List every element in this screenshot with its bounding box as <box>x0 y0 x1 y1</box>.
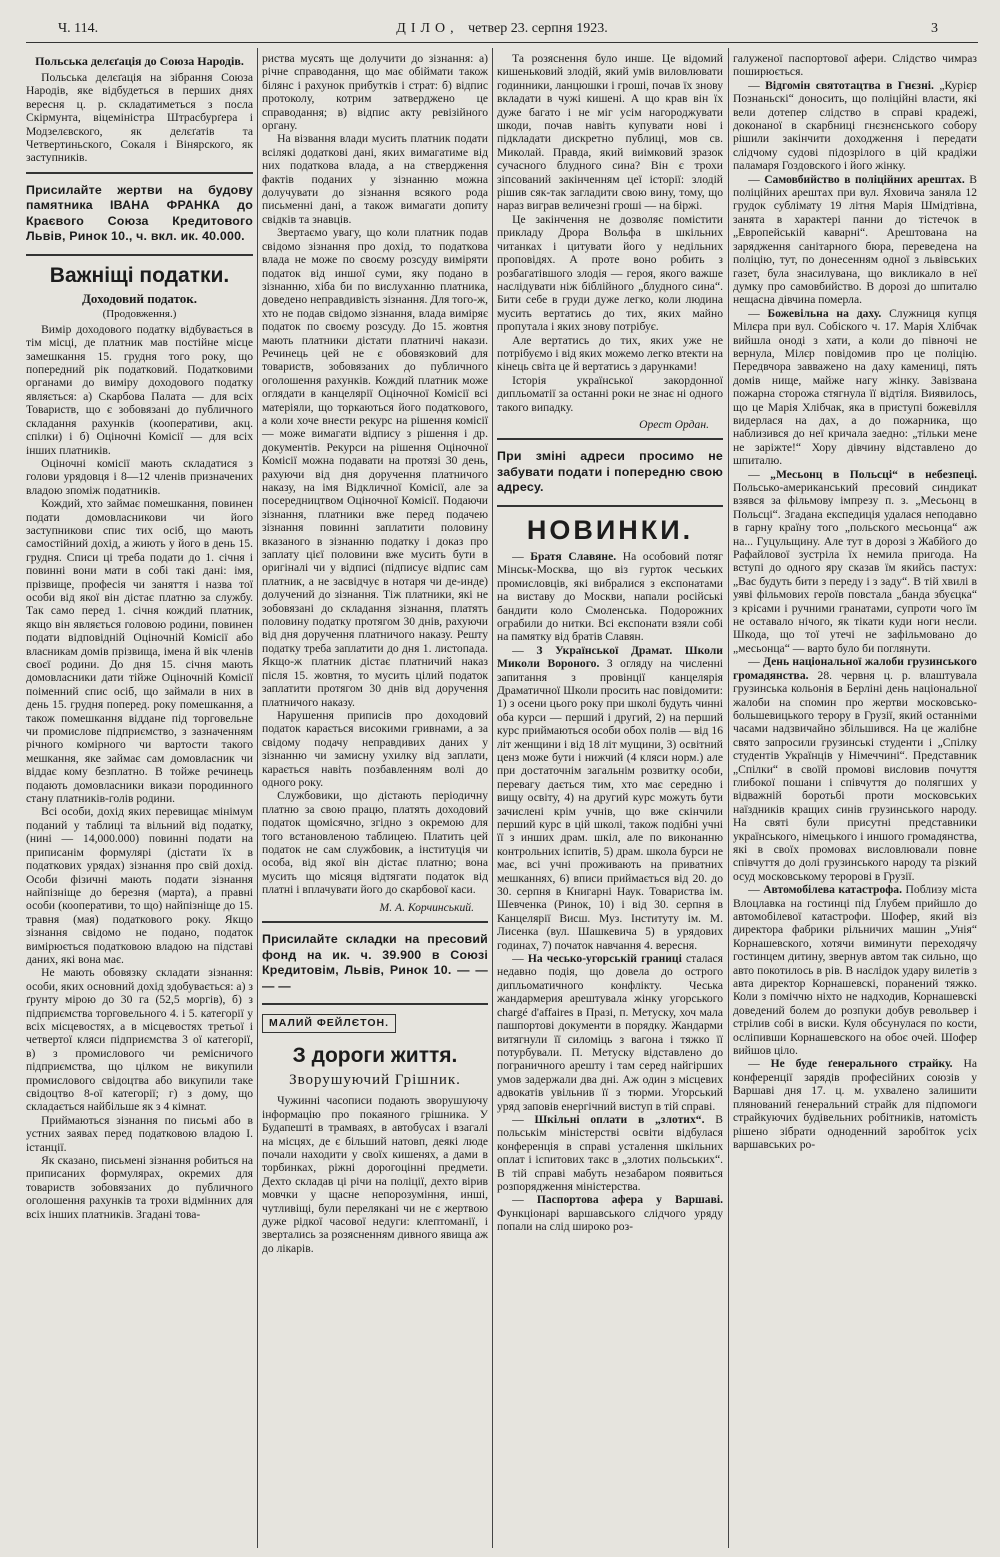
news-item <box>497 550 723 644</box>
news-dash: — <box>748 655 760 669</box>
article-paragraph: Як сказано, письмені зізнання робиться на приписаних формулярах, окремих для товариств зобовязаних до публичного оголошення рахунків та трохи відмінних для всіх інших платників. Згадані това- <box>26 1154 253 1221</box>
news-item <box>497 1113 723 1193</box>
news-item-text: В польськім міністерстві освіти відбулася конференція в справі усталення шкільних оплат і іспитових такс в „злотих польських“. В тій справі мабуть незабаром появиться розпорядження міністерства. <box>497 1112 723 1193</box>
news-item-text: В поліційних арештах при вул. Яховича заняла 12 грудок сублімату 19 літня Марія Шмідтівна, занята в характері панни до тістечок в „Европейській каварні“. Арештована на зарядження санітарного бюра, переведена на поліцію, тут, по донесенням одної з львівських газет, була знасилувана, що викликало в неї думку про самовбийство. В дорозі до шпиталю нещасна дівчина померла. <box>733 172 978 307</box>
article-paragraph: Приймаються зізнання по письмі або в устних заявах перед податковою владою І. істанції. <box>26 1113 253 1154</box>
news-item <box>497 1193 723 1233</box>
divider <box>497 438 723 440</box>
article-paragraph: Польська делєґація на зібрання Союза Народів, яке відбудеться в перших днях вересня ц. р. складатиметься з посла Скірмунта, віцеміністра Штрасбурґера і Модзелєвского, як делєґатів та Четвертиньского, Сокаля і Вінярского, як заступників. <box>26 71 253 165</box>
news-item-title: Автомобілева катастрофа. <box>763 883 903 897</box>
divider <box>26 254 253 256</box>
news-item-title: Відгомін святотацтва в Гнєзні. <box>765 78 934 92</box>
news-item-text: Польсько-американський пресовий синдикат взявся за фільмову імпрезу п. з. „Месьонц в Польсці“. Згадана експедиція удалася неподавно в гарну країну того „польского месьонца“ аж на... Гуцульщину. Але тут в дорозі з Жабйого до Рафайлової зустріла їх немила пригода. На вступі до одного яру сказав їм якийсь пастух: „Вас будуть бити з переду і з заду“. В тій хвилі в уяві фільмових героїв повстала „банда збуєцка“ з крісами і ручними гранатами, супроти чого їм не оставало нічого, як тікати куди ноги несли. Шкода, що тої утечі не зафільмовано до „месьонца“ — варто було би поглянути. <box>733 481 977 655</box>
issue-number: Ч. 114. <box>58 21 99 36</box>
news-item-text: На особовий потяг Мінськ-Москва, що віз гурток чеських промисловців, які вибралися з експонатами на виставу до Москви, напали російські бандити коло Смоленська. Подорожних ограбили до нитки. Всі експонати взяли собі на памятку від братів Славян. <box>497 549 723 644</box>
article-signature: М. А. Корчинський. <box>379 900 474 914</box>
article-title: Важніщі податки. <box>49 263 230 287</box>
page-number: 3 <box>931 21 938 36</box>
feuilleton-rubric: МАЛИЙ ФЕЙЛЄТОН. <box>262 1014 396 1033</box>
news-item-title: Божевільна на даху. <box>767 306 882 320</box>
notice-address-change: При зміні адреси просимо не забувати подати і попередню свою адресу. <box>497 449 723 495</box>
news-item-continuation: галуженої паспортової афери. Слідство чимраз поширюється. <box>733 52 977 79</box>
article-paragraph: Службовики, що дістають періодичну платню за свою працю, платять доходовий податок щомісячно, згідно з окремою для того встановленою таблицею. Платить цей податок не сам службовик, а інституція чи особа, від якої він дістає платню; вона мусить що місяця відтягати податок від платні і вплачувати його до скарбової каси. <box>262 789 488 897</box>
news-item-title: На чесько-угорській границі <box>527 952 682 966</box>
news-dash: — <box>512 1193 524 1207</box>
news-dash: — <box>748 467 760 481</box>
column-2 <box>262 52 488 1547</box>
news-item-text: Поблизу міста Влоцлавка на гостинці під Ґлубем прийшло до автомобілевої катастрофи. Шофер, який віз директора фабрики рільничих машин „Унія“ Корнашевского, хотячи виминути переходячу гостинцем дитину, звернув автом так сильно, що авто покотилось в рів. В наслідок удару вилетів з авта директор Корнашевскі, поранений тяжко. Коли з поміччю ніхто не надходив, Корнашевскі доведений болем до розпуки добув револьвер і стрілив собі в виски. Куля обсунулася по кости, осліпивши Корнашевского на обоє очей. Шофер вийшов ціло. <box>733 883 977 1058</box>
article-paragraph: Звертаємо увагу, що коли платник подав свідомо зізнання про дохід, то податкова влада не може по своєму розсуду виміряти податок від иншої суми, яку подано в зізнанню, хіба би по вислуханню платника, доведено неправдивість зізнання. Для того-ж, хто не подав свідомо зізнання, влада виміряє податок по своєму розсуду. До 15. жовтня мають платники дістати платничі накази. Речинець цей не є обовязковий для товариств, зобовязаних до публичного оголошення рахунків. Кождий платник може оглядати в канцелярії Оціночної Комісії всі матеріяли, що торкаються його податкового, а коли хоче внести рекурс на рішення комісії — може вимагати відпису з рішення і др. документів. Рекурси на рішення Оціночної Комісії можна подавати на протязі 30 день, рахуючи від дня доручення платничого наказу, на імя Відкличної Комісії, але за посередництвом Оціночної Комісії. Подаючи зізнання, платники вже перед подачею зізнання повинні заплатити половину вказаного в зізнанню податку і доказ про заплату цієї половини вже мусить бути в оригіналі чи у відписі (підписує відпис сам платник, а не засвідчує в нотаря чи де-инде) долучений до зізнання. Тіж платники, які не зобовязані до складання зізнання, платять половину податку протягом 30 днів, рахуючи від дня доручення платничого наказу. Решту податку треба заплатити до дня 1. листопада. Якщо-ж платник дістає платничий наказ після 15. жовтня, то мусить цілий податок заплатити протягом 30 днів від доручення платничого наказу. <box>262 226 488 709</box>
column-divider <box>728 48 729 1548</box>
column-divider <box>492 48 493 1548</box>
news-dash: — <box>512 643 524 657</box>
divider <box>26 172 253 174</box>
news-item-title: Не буде ґенерального страйку. <box>770 1057 953 1071</box>
news-dash: — <box>748 883 760 897</box>
news-item-text: Функціонарі варшавського слідчого уряду попали на слід широко роз- <box>497 1206 723 1234</box>
news-item <box>733 655 977 883</box>
news-item <box>733 1057 977 1151</box>
news-item-title: „Месьонц в Польсці“ в небезпеці. <box>770 467 977 481</box>
news-dash: — <box>748 172 760 186</box>
news-item <box>733 883 977 1057</box>
news-item-text: 28. червня ц. р. влаштувала грузинська кольонія в Берліні день національної жалоби на спомин про жертви московсько-большевицького терору в Грузії, який останніми часами надзвичайно збільшився. На це жалібне свято запросили грузинські студенти і „Спілку студентів Українців у Німеччині“. Представник „Спілки“ в своїй промові висловив почуття глибокої пошани і співчуття до полягших у відважній боротьбі проти московських наїздників кращих синів грузинського народу. На святі були присутні представники українського, німецького і иншого громадянства, які в своїх промовах висловлювали повне співчуття до долі грузинського народу та різкий осуд московському теророві в Грузії. <box>733 668 977 883</box>
news-item-text: сталася недавно подія, що довела до острого дипльоматичного конфлікту. Чеська жандармерия арештувала жінку угорського chargé d'affaires в Празі, п. Метуску, хоч мала пашпортові документи в порядку. Жандарми витягнули її силоміць з вагона і тяжко її потурбували. П. Метуску відставлено до пограничного арешту і там серед найгірших умов задержали два дні. Аж один з місцевих адвокатів увільнив її з тюрми. Угорський уряд заповів енергічний виступ в тій справі. <box>497 952 723 1113</box>
feuilleton-paragraph: Чужинні часописи подають зворушуючу інформацію про покаяного грішника. У Будапешті в трамваях, в автобусах і взагалі на місцях, де є більший натовп, деякі люде почали находити у своїх кишенях, а дами в торбинках, ріжні дорогоцінні предмети. Дехто складав ці річи на поліції, дехто вірив мовчки у щасне непорозуміння, инші, чутливіщі, були перелякані чи не є жертвою дуже рідкої часової недуги: клептоманії, і звертались за розясненням дивного явища аж до лікарів. <box>262 1094 488 1255</box>
news-item <box>733 307 977 468</box>
feuilleton-signature: Орест Ордан. <box>639 417 709 431</box>
news-item <box>497 644 723 952</box>
news-section-title: НОВИНКИ. <box>526 514 694 545</box>
divider <box>262 1003 488 1005</box>
feuilleton-title: З дороги життя. <box>292 1044 458 1068</box>
article-paragraph: Кождий, хто займає помешкання, повинен подати домовласникови чи його заступникови спис тих осіб, що мають самостійний дохід, а жиють у його в день 15. грудня. Списи ці треба подати до 1. січня і повинні вони мати в собі такі дані: імя, прізвище, професія чи заняття і назва тої особи від якої він дістає платню за службу. Так само перед 1. січня кождий платник, якщо він являється головою родини, повинен подати відповідній Оціночній Комісії або власникам домів прізвища, імена й вік членів своєї родини. До дня 15. січня мають домовласники дати тійже Оціночній Комісії поіменний спис осіб, що займали в них в день 15. грудня поперед. року помешкання, а також помешкання віддане під торговельне чи промислове підприємство, з зазначенням річного комірного чи вартости такого мешкання, яке займає сам домовласник чи віддає кому безплатно. В тойже речинець подають домовласники викази породинного стану платників-голів родини. <box>26 497 253 806</box>
feuilleton-subtitle: Зворушуючий Грішник. <box>289 1072 461 1089</box>
article-paragraph: Нарушення приписів про доходовий податок карається високими гривнами, а за свідому подачу неправдивих даних у зізнанню чи замисну ухилку від заплати, карається навіть позбавленням волі до одного року. <box>262 708 488 789</box>
news-item <box>497 952 723 1113</box>
news-item-text: На конференції зарядів професійних союзів у Варшаві дня 17. ц. м. ухвалено залишити плянований ґенеральний страйк для підпомоги страйкуючих будівельних робітників, натомість рішено зібрати одноденний заробіток усіх варшавських ро- <box>733 1057 977 1151</box>
masthead-line <box>26 21 978 37</box>
article-paragraph: риства мусять ще долучити до зізнання: а) річне справодання, що має обіймати також білянс і рахунок прибутків і страт: б) відпис протоколу, котрим затверджено це справодання; в) відпис акту ревізійного органу. <box>262 52 488 133</box>
feuilleton-paragraph: Та розяснення було инше. Це відомий кишеньковий злодій, який умів виловлювати годинники, ланцюшки і гроші, почав їх знову вкладати в чужі кишені. А що крав він їх дуже багато і не міг усім нагороджувати шкоди, почав навіть купувати нові і підкладати дискретно публиці, мов св. Миколай. Правда, який виімковий зразок сучасного блудного сина? Він є трохи зіпсований закінченням цеї історії: злодій рішив сяк-так загладити свою вину, тому, що нараз виграв величезні гроші — на біржі. <box>497 52 723 213</box>
newspaper-name: ДІЛО, <box>396 21 459 36</box>
news-dash: — <box>512 952 524 966</box>
news-dash: — <box>748 1057 760 1071</box>
article-title: Польська делєґація до Союза Народів. <box>35 54 244 68</box>
news-item <box>733 79 977 173</box>
news-item-title: З Української Драмат. Школи Миколи Вороного. <box>497 643 723 671</box>
article-subtitle: Доходовий податок. <box>81 290 198 306</box>
news-dash: — <box>748 306 760 320</box>
news-item-text: Служниця купця Мілєра при вул. Собіского ч. 17. Марія Хлібчак вийшла оноді з хати, а коли до півночі не вернула, Мілєр повідомив про це поліцію. Передвчора завважено на даху камениці, пять домів нище, майже нагу жінку. Завізвана пожарна сторожа стягнула її відтіля. Виявилось, що це Марія Хлібчак, яка в приступі божевілля видерлася на дах, а до пожарника, що наблизився до неї кричала заедно: „тільки мене не заріжте!“ Хору дівчину відставлено до шпиталю. <box>733 306 977 468</box>
news-item-title: Братя Славяне. <box>530 549 617 563</box>
notice-press-fund: Присилайте складки на пресовий фонд на ик. ч. 39.900 в Союзі Кредитовім, Львів, Ринок 10. — — — — <box>262 932 488 993</box>
feuilleton-paragraph: Але вертатись до тих, яких уже не потрібуємо і від яких можемо легко втекти на кінець світа це й вертатись з дарунками! <box>497 333 723 374</box>
news-item-title: Шкільні оплати в „злотих“. <box>534 1112 705 1126</box>
news-dash: — <box>748 78 760 92</box>
news-item <box>733 173 977 307</box>
news-dash: — <box>512 1112 524 1126</box>
feuilleton-paragraph: Історія української закордонної дипльоматії за останні роки не знає ні одного такого випадку. <box>497 373 723 414</box>
news-item-text: З огляду на численні запитання з провінції канцелярія Драматичної Школи просить нас повідомити: 1) з осени цього року при школі будуть чинні оба курси — перший і другий, 2) на перший курс приймаються особи обох полів — від 16 літ женщини і від 18 літ мущини, 3) освітний ценз може бути і нижчий (4 кляси норм.) але при достаточнім загальнім розвитку особи, перевагу дається тим, хто має середню і вищу освіту, 4) на другий курс можуть бути зачислені крім учнів, що вже скінчили перший курс в цій школі, також подібні учні її з инших драм. шкіл, але по виконанню контрольних іспитів, 5) драм. школа бурси не має, всі учні проживають на приватних мешканнях, 6) вписи приймається від 20. до 30. серпня в Книгарні Наук. Товариства ім. Шевченка (Ринок, 10) і від 30. серпня в Канцелярії Висш. Муз. Інституту ім. М. Лисенка (вул. Шашкевича 5) в урядових годинах, 7) початок навчання 4. вересня. <box>497 657 723 952</box>
column-1 <box>26 52 253 1547</box>
news-item-title: Паспортова афера у Варшаві. <box>536 1193 723 1207</box>
news-dash: — <box>512 549 524 563</box>
news-item-title: День національної жалоби грузинського громадянства. <box>733 655 977 682</box>
news-item-text: „Курієр Познаньскі“ доносить, що поліційні власти, які вели дотепер слідство в справі крадежі, доконаної в скарбниці гнєзнєнського собору рішили закінчити доходження і передати слідчому судові підозрілого в цій крадіжи паламаря Гоздовского і його жінку. <box>733 78 977 173</box>
news-item-title: Самовбийство в поліційних арештах. <box>764 172 965 186</box>
issue-date: четвер 23. серпня 1923. <box>468 21 608 36</box>
article-paragraph: Всі особи, дохід яких перевищає мінімум поданий у таблиці та вільний від податку, (нині — 14,000.000) повинні подати на приписанім формулярі (дістати їх в податкових урядах) зізнання про свій дохід. Особи фізичні мають подати зізнання найпізніще до березня (марта), а правні особи (кооперативи, то що) найпізніще до 15. травня (мая) податкового року. Якщо зізнання свідомо не подано, податок вимірюється податковою владою на підставі даних, які вона має. <box>26 805 253 966</box>
divider <box>262 921 488 923</box>
feuilleton-paragraph: Це закінчення не дозволяє помістити прикладу Дрора Вольфа в шкільних читанках і цитувати його у недільних проповідях. А проте воно робить з розбагатівшого злодія — героя, якого важше наслідувати ніж біблійного „блудного сина“. Бити себе в груди дуже легко, коли людина мусить вертатись до тих, яких майно пропутала і яких знову потрібує. <box>497 212 723 334</box>
article-paragraph: На візвання влади мусить платник подати всілякі додаткові дані, яких вимагатиме від них податкова влада, а на ствердження фактів поданих у зізнанню можна долучувати до зізнання всякого рода письменні дані, а також вимагати допиту свідків та знавців. <box>262 132 488 226</box>
notice-franko-monument: Присилайте жертви на будову памятника ІВАНА ФРАНКА до Краєвого Союза Кредитового Львів, Ринок 10., ч. вкл. ик. 40.000. <box>26 182 253 244</box>
divider <box>497 505 723 507</box>
column-3 <box>497 52 723 1547</box>
article-paragraph: Вимір доходового податку відбувається в тім місці, де платник мав постійне місце замешкання 15. грудня того року, що попередний рік податковий. Податковими органами до виміру доходового податку являється: а) Скарбова Палата — для всіх Товариств, що є зобовязані до публичного складання рахунків (кооперативи, акц. спілки) і б) Оціночні Комісії — для всіх інших платників. <box>26 322 253 457</box>
column-4 <box>733 52 977 1547</box>
article-note: (Продовження.) <box>102 307 177 320</box>
article-paragraph: Не мають обовязку складати зізнання: особи, яких основний дохід здобувається: а) з ґрунту мірою до 30 га (52,5 моргів), б) з підприємства торговельного 4. і 5. категорії у всіх місцевостях, а в місцевостях третьої і четвертої кляси підприємства 3 ої категорії, в) з промислового чи ремісничого підприємства, що цілком не викупили промислового свідоцтва або викупили таке свідоцтво 8-ої категорії; г) з дому, що складається найбільше як з 4 кімнат. <box>26 966 253 1114</box>
news-item <box>733 468 977 656</box>
page-header <box>26 16 978 43</box>
article-paragraph: Оціночні комісії мають складатися з голови урядовця і 8—12 членів призначених владою зпоміж податників. <box>26 456 253 497</box>
column-divider <box>257 48 258 1548</box>
